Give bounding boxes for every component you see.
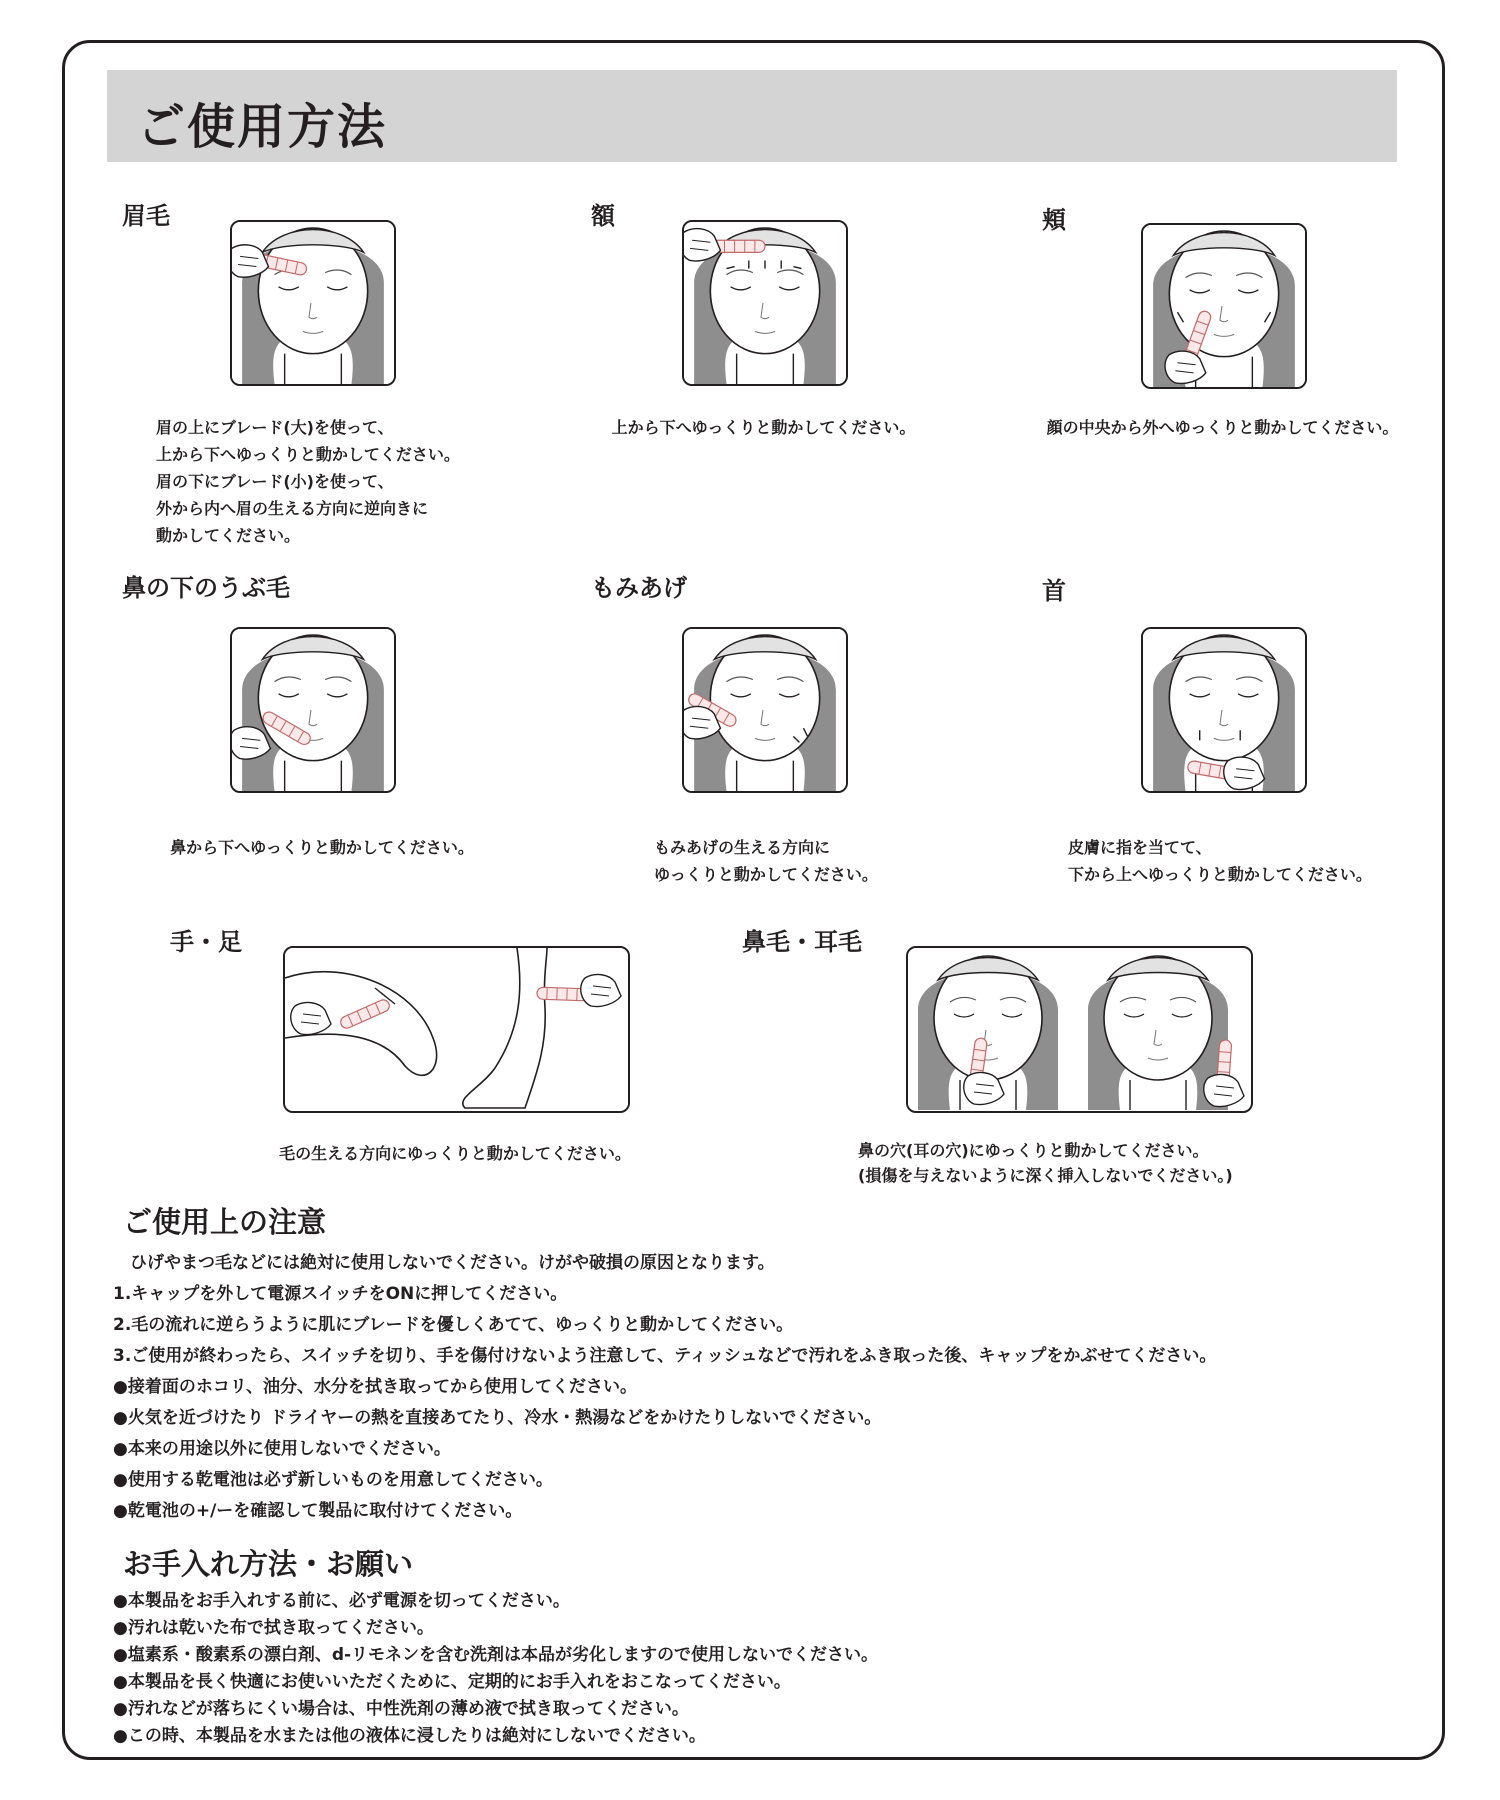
list-item: ●塩素系・酸素系の漂白剤、d-リモネンを含む洗剤は本品が劣化しますので使用しないでください。 [113, 1645, 879, 1665]
care-title: お手入れ方法・お願い [123, 1547, 414, 1581]
sideburns-caption [654, 834, 878, 888]
caption-line: 眉の下にブレード(小)を使って、 [156, 472, 394, 491]
upper-lip-caption [128, 834, 516, 861]
hands-feet-caption [218, 1140, 692, 1167]
section-label-cheek: 頬 [1042, 206, 1066, 234]
nose-ear-caption [858, 1138, 1233, 1188]
list-item: ひげやまつ毛などには絶対に使用しないでください。けがや破損の原因となります。 [113, 1253, 775, 1273]
section-label-eyebrow: 眉毛 [122, 202, 170, 230]
nose-ear-illustration [906, 946, 1253, 1113]
eyebrow-caption [156, 414, 460, 549]
caption-line: 鼻の穴(耳の穴)にゆっくりと動かしてください。 [858, 1141, 1209, 1160]
list-item: ●本製品を長く快適にお使いいただくために、定期的にお手入れをおこなってください。 [113, 1672, 791, 1692]
upper-lip-illustration [230, 627, 396, 793]
section-label-hands-feet: 手・足 [170, 928, 242, 956]
forehead-illustration [682, 220, 848, 386]
list-item: ●この時、本製品を水または他の液体に浸したりは絶対にしないでください。 [113, 1726, 706, 1746]
section-label-upper-lip: 鼻の下のうぶ毛 [122, 574, 290, 602]
caption-line: 上から下へゆっくりと動かしてください。 [156, 445, 460, 464]
list-item: ●汚れなどが落ちにくい場合は、中性洗剤の薄め液で拭き取ってください。 [113, 1699, 689, 1719]
caption-line: ゆっくりと動かしてください。 [654, 865, 878, 884]
neck-illustration [1141, 627, 1307, 793]
section-label-sideburns: もみあげ [591, 574, 687, 602]
caption-line: 顔の中央から外へゆっくりと動かしてください。 [1046, 418, 1399, 437]
list-item: ●本製品をお手入れする前に、必ず電源を切ってください。 [113, 1591, 570, 1611]
precautions-list [113, 1248, 1216, 1527]
page-title: ご使用方法 [137, 99, 388, 155]
list-item: ●使用する乾電池は必ず新しいものを用意してください。 [113, 1470, 553, 1490]
forehead-caption [581, 414, 946, 441]
eyebrow-illustration [230, 220, 396, 386]
section-label-neck: 首 [1042, 577, 1066, 605]
hands-feet-illustration [283, 946, 630, 1113]
caption-line: 下から上へゆっくりと動かしてください。 [1068, 865, 1372, 884]
list-item: ●本来の用途以外に使用しないでください。 [113, 1439, 451, 1459]
caption-line: 毛の生える方向にゆっくりと動かしてください。 [279, 1144, 631, 1163]
list-item: ●火気を近づけたり ドライヤーの熱を直接あてたり、冷水・熱湯などをかけたりしないでください。 [113, 1408, 882, 1428]
list-item: ●乾電池の+/ーを確認して製品に取付けてください。 [113, 1501, 523, 1521]
cheek-illustration [1141, 223, 1307, 389]
cheek-caption [1020, 414, 1425, 441]
caption-line: 皮膚に指を当てて、 [1068, 838, 1212, 857]
list-item: ●接着面のホコリ、油分、水分を拭き取ってから使用してください。 [113, 1377, 637, 1397]
neck-caption [1068, 834, 1372, 888]
caption-line: 眉の上にブレード(大)を使って、 [156, 418, 394, 437]
caption-line: もみあげの生える方向に [654, 838, 831, 857]
caption-line: 上から下へゆっくりと動かしてください。 [611, 418, 916, 437]
section-label-forehead: 額 [591, 202, 615, 230]
list-item: ●汚れは乾いた布で拭き取ってください。 [113, 1618, 434, 1638]
care-list [113, 1588, 878, 1750]
section-label-nose-ear: 鼻毛・耳毛 [742, 928, 862, 956]
caption-line: 動かしてください。 [156, 526, 301, 545]
precautions-title: ご使用上の注意 [123, 1205, 327, 1239]
caption-line: 鼻から下へゆっくりと動かしてください。 [170, 838, 474, 857]
sideburns-illustration [682, 627, 848, 793]
list-item: 1.キャップを外して電源スイッチをONに押してください。 [113, 1284, 568, 1304]
caption-line: (損傷を与えないように深く挿入しないでください。) [858, 1166, 1233, 1185]
caption-line: 外から内へ眉の生える方向に逆向きに [156, 499, 429, 518]
list-item: 2.毛の流れに逆らうように肌にブレードを優しくあてて、ゆっくりと動かしてください。 [113, 1315, 794, 1335]
list-item: 3.ご使用が終わったら、スイッチを切り、手を傷付けないよう注意して、ティッシュなどで汚れをふき取った後、キャップをかぶせてください。 [113, 1346, 1217, 1366]
